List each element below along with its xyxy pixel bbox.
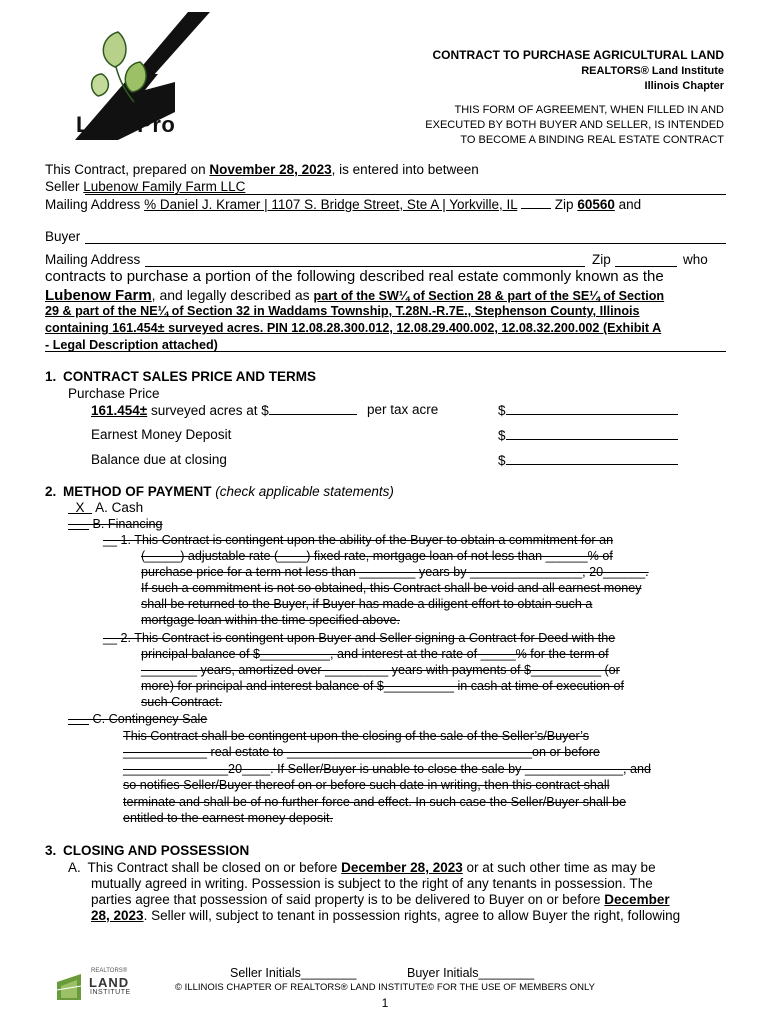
farm-name: Lubenow Farm xyxy=(45,287,152,304)
notice-line-1: THIS FORM OF AGREEMENT, WHEN FILLED IN AND xyxy=(454,104,724,116)
possession-suffix: . Seller will, subject to tenant in possession rights, agree to allow Buyer the right, following xyxy=(143,908,681,923)
closing-date: December 28, 2023 xyxy=(341,860,463,875)
cash-checkbox[interactable] xyxy=(68,500,92,515)
contingency-line-2: ____________ real estate to ___________________________________on or before xyxy=(123,745,600,759)
earnest-field[interactable] xyxy=(506,427,678,440)
financing-1-line-1: __ 1. This Contract is contingent upon the ability of the Buyer to obtain a commitment for an xyxy=(103,533,614,547)
logo-small-sub: INSTITUTE xyxy=(90,989,131,996)
legal-line-1 xyxy=(45,287,726,304)
contingency-line-4: so notifies Seller/Buyer thereof on or before such date in writing, then this contract shall xyxy=(123,778,610,792)
closing-line-1 xyxy=(68,860,656,875)
buyer-zip-label: Zip xyxy=(592,252,611,267)
legal-underline-4 xyxy=(45,351,726,352)
financing-2-line-5: such Contract. xyxy=(141,695,223,709)
seller-label: Seller xyxy=(45,179,84,194)
legal-text-1: part of the SW¼ of Section 28 & part of the SE¼ of Section xyxy=(313,289,665,303)
total-price-field[interactable] xyxy=(506,402,678,415)
financing-1-line-3: purchase price for a term not less than ________ years by ________________, 20______. xyxy=(141,565,649,579)
price-per-acre-field[interactable] xyxy=(269,402,357,415)
financing-1-line-5: shall be returned to the Buyer, if Buyer has made a diligent effort to obtain such a xyxy=(141,597,593,611)
section-2-title: 2. METHOD OF PAYMENT xyxy=(45,484,212,499)
contract-date: November 28, 2023 xyxy=(209,162,332,177)
zip-label: Zip xyxy=(554,197,578,212)
prepared-line xyxy=(45,162,479,177)
closing-prefix: A. This Contract shall be closed on or before xyxy=(68,860,342,875)
financing-1-line-4: If such a commitment is not so obtained, this Contract shall be void and all earnest money xyxy=(141,581,642,595)
seller-address-line xyxy=(45,196,726,212)
mailing-label: Mailing Address xyxy=(45,197,145,212)
contingency-checkbox[interactable] xyxy=(68,712,89,726)
section-1-heading: 1. CONTRACT SALES PRICE AND TERMS xyxy=(45,369,317,384)
legal-line-2: 29 & part of the NE¼ of Section 32 in Waddams Township, T.28N.-R.7E., Stephenson County, Illinois xyxy=(45,304,640,318)
copyright-notice: © ILLINOIS CHAPTER OF REALTORS® LAND INSTITUTE© FOR THE USE OF MEMBERS ONLY xyxy=(175,982,595,993)
acres-text: surveyed acres at $ xyxy=(147,403,269,418)
closing-line-2: mutually agreed in writing. Possession is subject to the right of any tenants in possession. The xyxy=(91,876,653,891)
buyer-name-field[interactable] xyxy=(85,243,726,244)
financing-label: B. Financing xyxy=(92,517,163,531)
contingency-line-1: This Contract shall be contingent upon the closing of the sale of the Seller’s/Buyer’s xyxy=(123,729,590,743)
seller-zip: 60560 xyxy=(577,197,615,212)
total-price-line xyxy=(498,402,678,418)
financing-1-line-2: (_____) adjustable rate (____) fixed rate, mortgage loan of not less than ______% of xyxy=(141,549,613,563)
and-text: and xyxy=(614,197,642,212)
earnest-dollar: $ xyxy=(498,428,506,443)
legal-mid: , and legally described as xyxy=(151,287,314,303)
legal-text-4: - Legal Description attached) xyxy=(45,338,218,352)
financing-2-line-2: principal balance of $__________, and interest at the rate of _____% for the term of xyxy=(141,647,609,661)
who-text: who xyxy=(683,252,708,267)
buyer-mailing-label: Mailing Address xyxy=(45,252,141,267)
page-number: 1 xyxy=(381,996,389,1010)
logo-small-top: REALTORS® xyxy=(91,968,128,974)
financing-2-line-4: more) for principal and interest balance of $__________ in cash at time of execution of xyxy=(141,679,625,693)
financing-2-line-1: __ 2. This Contract is contingent upon Buyer and Seller signing a Contract for Deed with the xyxy=(103,631,616,645)
purchase-price-label: Purchase Price xyxy=(68,386,160,401)
logo-small-main: LAND xyxy=(89,975,130,990)
section-2-heading xyxy=(45,484,394,499)
notice-line-2: EXECUTED BY BOTH BUYER AND SELLER, IS INTENDED xyxy=(425,119,724,131)
contracts-line: contracts to purchase a portion of the following described real estate commonly known as the xyxy=(45,268,664,285)
financing-2-line-3: ________ years, amortized over _________ years with payments of $__________ (or xyxy=(141,663,620,677)
notice-line-3: TO BECOME A BINDING REAL ESTATE CONTRACT xyxy=(460,134,724,146)
financing-option[interactable] xyxy=(68,517,163,531)
org-line-2: Illinois Chapter xyxy=(644,80,724,92)
closing-line-4 xyxy=(91,908,680,923)
contingency-label: C. Contingency Sale xyxy=(92,712,208,726)
legal-line-4 xyxy=(45,338,726,352)
closing-suffix: or at such other time as may be xyxy=(462,860,656,875)
contract-title: CONTRACT TO PURCHASE AGRICULTURAL LAND xyxy=(432,48,724,62)
seller-address: % Daniel J. Kramer | 1107 S. Bridge Street, Ste A | Yorkville, IL xyxy=(144,197,518,212)
buyer-label: Buyer xyxy=(45,229,81,244)
prepared-suffix: , is entered into between xyxy=(331,162,479,177)
seller-initials[interactable]: Seller Initials________ xyxy=(230,966,357,980)
legal-line-3: containing 161.454± surveyed acres. PIN 12.08.28.300.012, 12.08.29.400.002, 12.08.32.200.002 (Exhibit A xyxy=(45,321,662,335)
section-2-note: (check applicable statements) xyxy=(215,484,394,499)
cash-label: A. Cash xyxy=(95,500,144,515)
closing-line-3 xyxy=(91,892,670,907)
org-line-1: REALTORS® Land Institute xyxy=(581,65,724,77)
balance-dollar: $ xyxy=(498,453,506,468)
balance-field[interactable] xyxy=(506,452,678,465)
cash-option[interactable] xyxy=(68,500,143,515)
acres-value: 161.454± xyxy=(91,403,148,418)
buyer-zip-field[interactable] xyxy=(615,266,677,267)
contingency-option[interactable] xyxy=(68,712,207,726)
financing-1-line-6: mortgage loan within the time specified above. xyxy=(141,613,401,627)
possession-date-1: December xyxy=(604,892,670,907)
logo-text: Land Pro xyxy=(76,112,176,137)
contingency-line-5: terminate and shall be of no further force and effect. In such case the Seller/Buyer shall be xyxy=(123,795,627,809)
buyer-line xyxy=(45,229,726,244)
cash-mark: X xyxy=(75,500,85,515)
buyer-address-field[interactable] xyxy=(145,266,585,267)
seller-line xyxy=(45,179,726,194)
buyer-address-line xyxy=(45,252,726,267)
acres-line xyxy=(91,402,357,418)
total-dollar: $ xyxy=(498,403,506,418)
section-3-heading: 3. CLOSING AND POSSESSION xyxy=(45,843,250,858)
seller-underline xyxy=(85,194,726,195)
possession-date-2: 28, 2023 xyxy=(91,908,144,923)
per-acre-label: per tax acre xyxy=(367,402,439,417)
buyer-initials[interactable]: Buyer Initials________ xyxy=(407,966,535,980)
earnest-line xyxy=(498,427,678,443)
land-pro-logo xyxy=(70,12,250,140)
earnest-label: Earnest Money Deposit xyxy=(91,427,232,442)
seller-name: Lubenow Family Farm LLC xyxy=(83,179,246,194)
prepared-prefix: This Contract, prepared on xyxy=(45,162,210,177)
balance-label: Balance due at closing xyxy=(91,452,227,467)
contingency-line-3: _______________20____. If Seller/Buyer is unable to close the sale by ______________, and xyxy=(123,762,651,776)
financing-checkbox[interactable] xyxy=(68,517,89,531)
address-blank xyxy=(521,196,551,209)
balance-line xyxy=(498,452,678,468)
contingency-line-6: entitled to the earnest money deposit. xyxy=(123,811,334,825)
possession-prefix: parties agree that possession of said property is to be delivered to Buyer on or before xyxy=(91,892,605,907)
